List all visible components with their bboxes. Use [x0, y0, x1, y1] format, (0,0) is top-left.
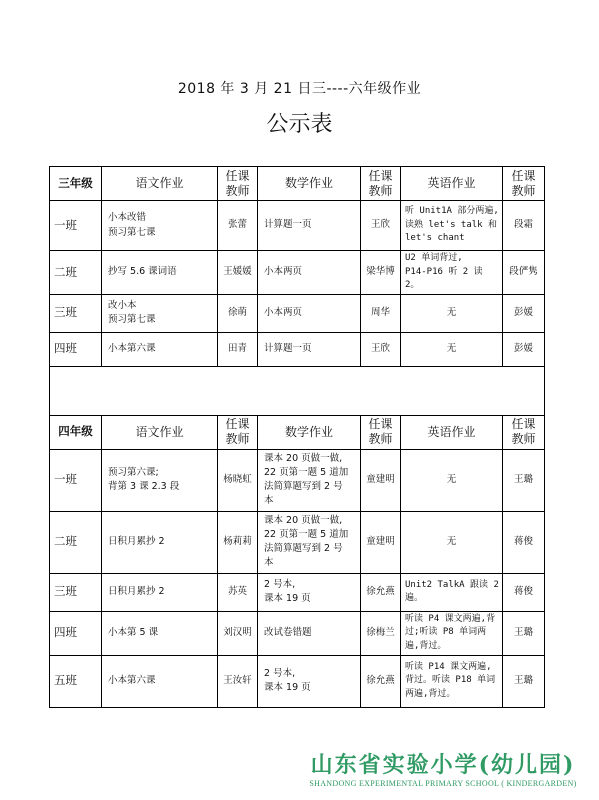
- col-header-teacher: 任课教师: [218, 167, 258, 201]
- chinese-homework-cell: 日积月累抄 2: [102, 573, 218, 611]
- chinese-homework-cell: 改小本 预习第七课: [102, 294, 218, 332]
- table-row: [50, 201, 545, 251]
- class-cell: 四班: [50, 332, 102, 366]
- grade4-header-row: [50, 415, 545, 449]
- table-row: [50, 573, 545, 611]
- table-row: [50, 332, 545, 366]
- english-teacher-cell: 段霜: [503, 201, 545, 251]
- chinese-homework-cell: 小本第 5 课: [102, 611, 218, 655]
- grade3-header-row: [50, 167, 545, 201]
- english-teacher-cell: 王璐: [503, 449, 545, 511]
- class-cell: 一班: [50, 449, 102, 511]
- class-cell: 一班: [50, 201, 102, 251]
- english-homework-cell: 无: [401, 332, 503, 366]
- col-header-chinese: 语文作业: [102, 415, 218, 449]
- math-homework-cell: 改试卷错题: [258, 611, 361, 655]
- english-homework-cell: 听读 P4 课文两遍,背 过;听读 P8 单词两遍,背过。: [401, 611, 503, 655]
- col-header-english: 英语作业: [401, 167, 503, 201]
- math-teacher-cell: 童建明: [361, 449, 401, 511]
- class-cell: 五班: [50, 655, 102, 707]
- chinese-homework-cell: 小本第六课: [102, 332, 218, 366]
- english-homework-cell: 无: [401, 294, 503, 332]
- chinese-teacher-cell: 杨莉莉: [218, 511, 258, 573]
- col-header-teacher: 任课教师: [503, 167, 545, 201]
- english-homework-cell: 听 Unit1A 部分两遍, 读熟 let's talk 和 let's chant: [401, 201, 503, 251]
- english-homework-cell: Unit2 TalkA 跟读 2 遍。: [401, 573, 503, 611]
- math-teacher-cell: 王欣: [361, 201, 401, 251]
- chinese-homework-cell: 日积月累抄 2: [102, 511, 218, 573]
- chinese-teacher-cell: 王汝轩: [218, 655, 258, 707]
- col-header-math: 数学作业: [258, 415, 361, 449]
- chinese-homework-cell: 小本第六课: [102, 655, 218, 707]
- table-row: [50, 449, 545, 511]
- english-teacher-cell: 王璐: [503, 655, 545, 707]
- math-teacher-cell: 徐允燕: [361, 655, 401, 707]
- class-cell: 二班: [50, 511, 102, 573]
- chinese-teacher-cell: 杨晓虹: [218, 449, 258, 511]
- math-homework-cell: 2 号本, 课本 19 页: [258, 573, 361, 611]
- page-title: 2018 年 3 月 21 日三----六年级作业: [177, 81, 422, 97]
- table-row: [50, 611, 545, 655]
- english-homework-cell: U2 单词背过, P14-P16 听 2 读 2。: [401, 251, 503, 295]
- math-homework-cell: 小本两页: [258, 294, 361, 332]
- class-cell: 三班: [50, 294, 102, 332]
- table-row: [50, 511, 545, 573]
- class-cell: 四班: [50, 611, 102, 655]
- english-homework-cell: 无: [401, 449, 503, 511]
- homework-table: [49, 166, 545, 708]
- grade4-label: 四年级: [50, 415, 102, 449]
- class-cell: 三班: [50, 573, 102, 611]
- chinese-teacher-cell: 徐萌: [218, 294, 258, 332]
- chinese-homework-cell: 抄写 5.6 课词语: [102, 251, 218, 295]
- table-row: [50, 294, 545, 332]
- english-teacher-cell: 王璐: [503, 611, 545, 655]
- col-header-teacher: 任课教师: [361, 167, 401, 201]
- math-teacher-cell: 童建明: [361, 511, 401, 573]
- english-teacher-cell: 段俨隽: [503, 251, 545, 295]
- chinese-teacher-cell: 田青: [218, 332, 258, 366]
- chinese-teacher-cell: 张蕾: [218, 201, 258, 251]
- english-homework-cell: 无: [401, 511, 503, 573]
- col-header-chinese: 语文作业: [102, 167, 218, 201]
- english-teacher-cell: 彭媛: [503, 294, 545, 332]
- math-homework-cell: 课本 20 页做一做, 22 页第一题 5 道加 法简算题写到 2 号 本: [258, 449, 361, 511]
- col-header-math: 数学作业: [258, 167, 361, 201]
- chinese-homework-cell: 小本改错 预习第七课: [102, 201, 218, 251]
- spacer-row: [50, 366, 545, 415]
- chinese-teacher-cell: 刘汉明: [218, 611, 258, 655]
- grade3-label: 三年级: [50, 167, 102, 201]
- col-header-teacher: 任课教师: [503, 415, 545, 449]
- page-subtitle: 公示表: [266, 112, 333, 137]
- school-name-en: SHANDONG EXPERIMENTAL PRIMARY SCHOOL ( KINDERGARDEN): [309, 779, 577, 788]
- school-logo: [293, 753, 593, 788]
- math-teacher-cell: 徐梅兰: [361, 611, 401, 655]
- col-header-teacher: 任课教师: [361, 415, 401, 449]
- chinese-teacher-cell: 王媛媛: [218, 251, 258, 295]
- math-teacher-cell: 王欣: [361, 332, 401, 366]
- table-row: [50, 655, 545, 707]
- math-homework-cell: 计算题一页: [258, 201, 361, 251]
- chinese-homework-cell: 预习第六课; 背第 3 课 2.3 段: [102, 449, 218, 511]
- english-teacher-cell: 蒋俊: [503, 511, 545, 573]
- math-homework-cell: 课本 20 页做一做, 22 页第一题 5 道加 法简算题写到 2 号 本: [258, 511, 361, 573]
- english-homework-cell: 听读 P14 课文两遍, 背过。听读 P18 单词 两遍,背过。: [401, 655, 503, 707]
- english-teacher-cell: 彭媛: [503, 332, 545, 366]
- spacer-cell: [50, 366, 545, 415]
- chinese-teacher-cell: 苏英: [218, 573, 258, 611]
- school-name-cn: 山东省实验小学(幼儿园): [310, 751, 576, 778]
- math-teacher-cell: 周华: [361, 294, 401, 332]
- table-row: [50, 251, 545, 295]
- math-teacher-cell: 梁华博: [361, 251, 401, 295]
- math-homework-cell: 小本两页: [258, 251, 361, 295]
- col-header-english: 英语作业: [401, 415, 503, 449]
- col-header-teacher: 任课教师: [218, 415, 258, 449]
- math-teacher-cell: 徐允燕: [361, 573, 401, 611]
- math-homework-cell: 计算题一页: [258, 332, 361, 366]
- class-cell: 二班: [50, 251, 102, 295]
- math-homework-cell: 2 号本, 课本 19 页: [258, 655, 361, 707]
- english-teacher-cell: 蒋俊: [503, 573, 545, 611]
